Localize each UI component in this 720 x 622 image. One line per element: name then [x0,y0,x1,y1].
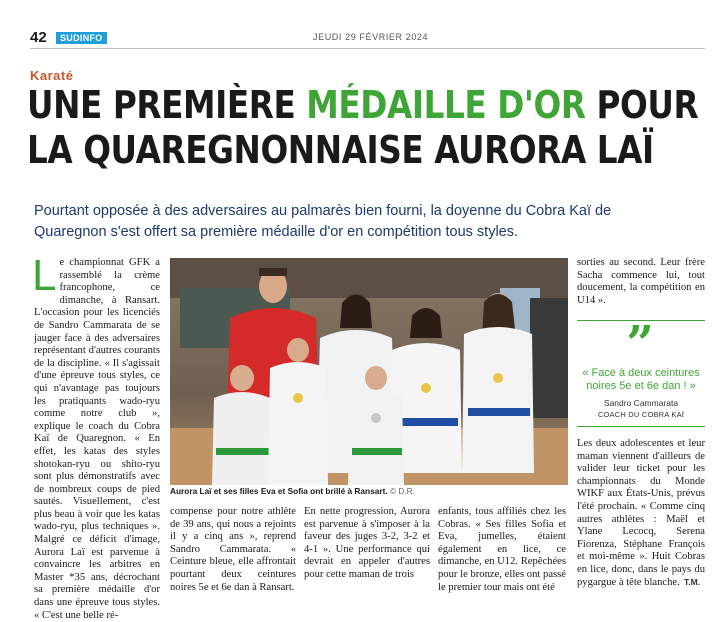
headline [27,83,699,173]
page-number: 42 [30,29,47,46]
headline-line2: LA QUAREGNONNAISE AURORA LAÏ [27,128,654,172]
body-column-5-top: sorties au second. Leur frère Sacha commence lui, tout doucement, la compétition en U14 ». [577,257,705,306]
photo-credit: © D.R. [389,486,415,496]
header-divider [30,48,705,49]
headline-part2: POUR [585,83,699,127]
quote-author-role: COACH DU COBRA KAÏ [597,410,685,419]
pull-quote: « Face à deux ceintures noires 5e et 6e dan ! » [582,367,700,392]
issue-date: JEUDI 29 FÉVRIER 2024 [313,32,429,42]
body-column-5-bottom: Les deux adolescentes et leur maman viennent d'ailleurs de valider leur ticket pour les championnats du Monde WIKF aux États-Unis, prévus l'été prochain. « Comme cinq autres athlètes : Maël et Ylane Lecocq, Serena Fiorenza, Stéphane François et moi-même ». Huit Cobras en lice, donc, dans le pays du pygargue à tête blanche. [577,438,705,588]
karate-team-photo-illustration [170,258,568,485]
quote-author: Sandro Cammarata [603,398,679,408]
quote-mark-icon: ” [626,316,654,372]
headline-highlight: MÉDAILLE D'OR [306,83,586,127]
photo-caption-text: Aurora Laï et ses filles Eva et Sofia ont brillé à Ransart. [170,486,388,496]
brand-logo: SUDINFO [56,32,107,44]
quote-divider-bottom [577,426,705,427]
photo-caption [170,486,568,496]
body-column-4: enfants, tous affiliés chez les Cobras. « Ses filles Sofia et Eva, jumelles, étaient également en lice, ce dimanche, en U12. Repêchées pour le bronze, elles ont passé le premier tour mais ont été [438,506,566,593]
drop-cap: L [32,251,57,300]
headline-part1: UNE PREMIÈRE [27,83,307,127]
author-signature: T.M. [684,577,701,587]
body-column-1 [32,251,160,622]
lead-paragraph: Pourtant opposée à des adversaires au palmarès bien fourni, la doyenne du Cobra Kaï de Quaregnon s'est offert sa première médaille d'or en compétition tous styles. [34,203,612,240]
body-column-3: En nette progression, Aurora est parvenue à s'imposer à la faveur des juges 3-2, 3-2 et 4-1 ». Une performance qui devrait en appeler d'autres pour cette maman de trois [304,506,430,580]
body-column-1-text: e championnat GFK a rassemblé la crème francophone, ce dimanche, à Ransart. L'occasion pour les licenciés de Sandro Cammarata de se jauger face à des adversaires représentant d'autres courants de la discipline. « Il s'agissait d'une épreuve tous styles, ce qui n'avantage pas toujours les pratiquants wado-ryu comme notre club », explique le coach du Cobra Kaï de Quaregnon. « En effet, les katas des styles shotokan-ryu ou shito-ryu sont plus démonstratifs avec de nombreux coups de pied sautés. Visuellement, c'est plus beau à voir que les katas wado-ryu, plus techniques ». Malgré ce déficit d'image, Aurora Laï est parvenue à convaincre les arbitres en Master *35 ans, décrochant sa première médaille d'or dans une épreuve tous styles. « C'est une belle ré- [34,257,160,621]
article-photo [170,258,568,485]
body-column-2: compense pour notre athlète de 39 ans, qui nous a rejoints il y a cinq ans », reprend Sandro Cammarata. « Ceinture bleue, elle affrontait pourtant deux ceintures noires 5e et 6e dan à Ransart. [170,506,296,593]
section-kicker: Karaté [30,68,74,83]
